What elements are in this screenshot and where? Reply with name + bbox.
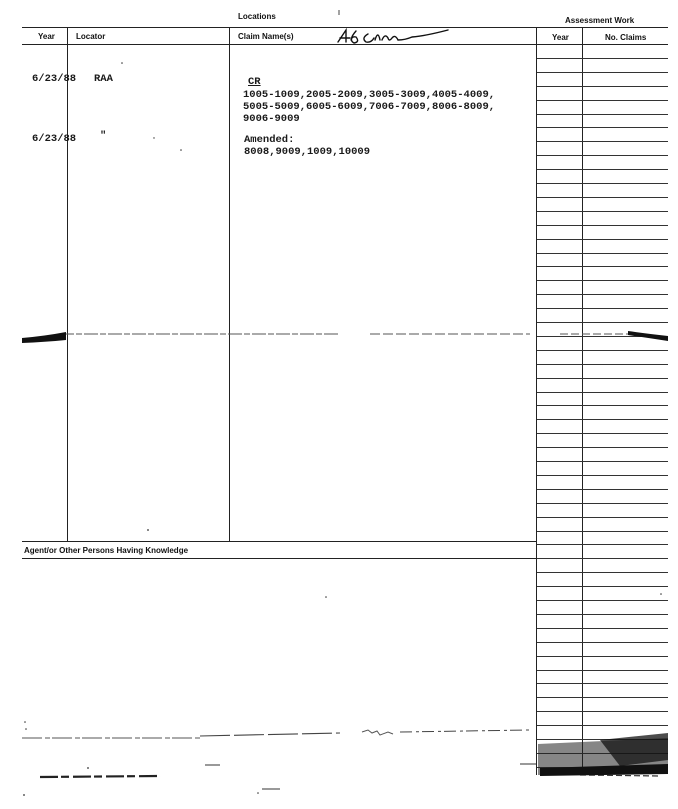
entry-locator-ditto: " [100, 130, 107, 142]
claim-line: 9006-9009 [243, 113, 300, 125]
claim-line: 8008,9009,1009,10009 [244, 146, 371, 158]
entry-year: 6/23/88 [32, 73, 77, 85]
col-header-year: Year [38, 32, 55, 41]
claim-line: 5005-5009,6005-6009,7006-7009,8006-8009, [243, 101, 496, 113]
col-header-assessment-year: Year [552, 33, 569, 42]
entry-locator: RAA [94, 73, 113, 85]
claim-line: 1005-1009,2005-2009,3005-3009,4005-4009, [243, 89, 496, 101]
handwritten-claim-count [338, 30, 448, 43]
assessment-work-heading: Assessment Work [565, 16, 635, 25]
agent-section-label: Agent/or Other Persons Having Knowledge [24, 546, 189, 555]
claim-heading: CR [248, 76, 261, 88]
claim-heading: Amended: [244, 134, 295, 146]
entry-year: 6/23/88 [32, 133, 77, 145]
col-header-no-claims: No. Claims [605, 33, 647, 42]
locations-heading: Locations [238, 12, 276, 21]
col-header-locator: Locator [76, 32, 106, 41]
col-header-claim-names: Claim Name(s) [238, 32, 294, 41]
